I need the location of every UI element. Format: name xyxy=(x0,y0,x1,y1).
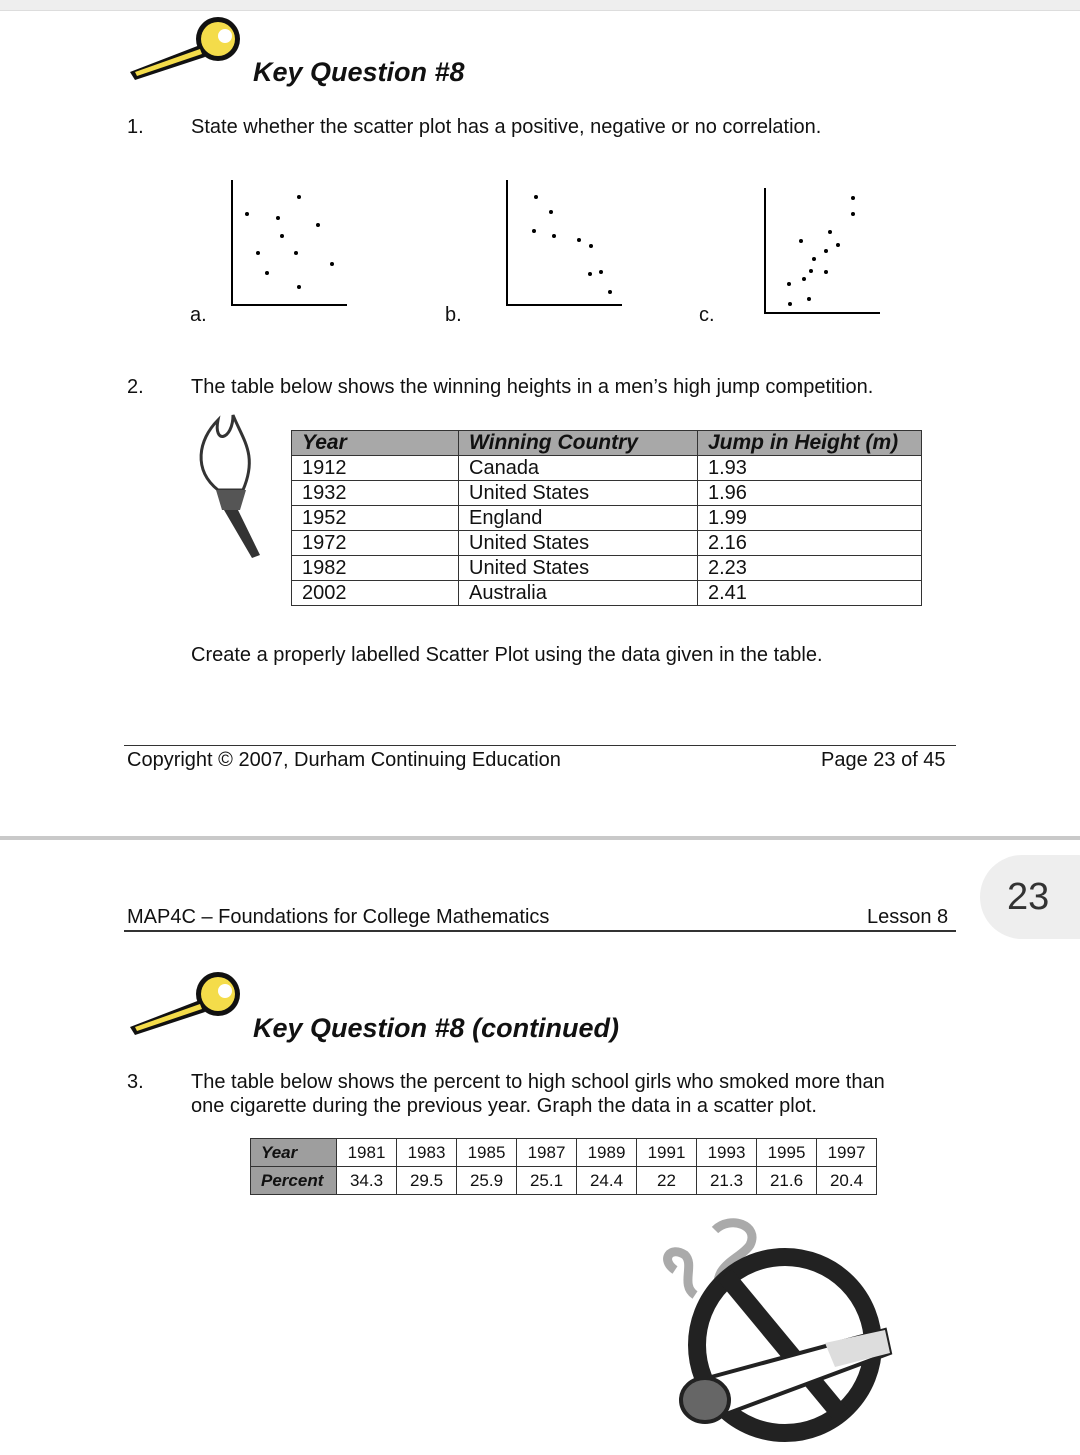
lesson-label: Lesson 8 xyxy=(867,906,949,928)
cell-year: 1983 xyxy=(397,1139,457,1167)
question-number: 3. xyxy=(127,1071,144,1093)
row-label-percent: Percent xyxy=(251,1167,337,1195)
cell-country: Canada xyxy=(459,456,698,481)
plot-label-b: b. xyxy=(445,304,462,326)
cell-year: 1985 xyxy=(457,1139,517,1167)
instruction-text: Create a properly labelled Scatter Plot using the data given in the table. xyxy=(191,644,823,666)
plot-dot xyxy=(787,282,791,286)
plot-dot xyxy=(532,229,536,233)
cell-country: England xyxy=(459,506,698,531)
scatter-plot-c xyxy=(764,188,880,314)
plot-dot xyxy=(812,257,816,261)
plot-dot xyxy=(836,243,840,247)
plot-dot xyxy=(851,196,855,200)
plot-dot xyxy=(316,223,320,227)
cell-year: 2002 xyxy=(292,581,459,606)
cell-height: 1.96 xyxy=(698,481,922,506)
plot-dot xyxy=(828,230,832,234)
plot-dot xyxy=(256,251,260,255)
question-number: 2. xyxy=(127,376,144,398)
cell-percent: 21.3 xyxy=(697,1167,757,1195)
cell-height: 1.93 xyxy=(698,456,922,481)
header-rule xyxy=(124,930,956,932)
cell-percent: 29.5 xyxy=(397,1167,457,1195)
plot-label-a: a. xyxy=(190,304,207,326)
cell-year: 1995 xyxy=(757,1139,817,1167)
table-row xyxy=(292,531,922,556)
plot-dot xyxy=(588,272,592,276)
plot-label-c: c. xyxy=(699,304,715,326)
plot-dot xyxy=(809,269,813,273)
course-title: MAP4C – Foundations for College Mathematics xyxy=(127,906,550,928)
column-header-year: Year xyxy=(292,431,459,456)
smoking-table xyxy=(250,1138,877,1195)
plot-dot xyxy=(534,195,538,199)
plot-dot xyxy=(552,234,556,238)
cell-percent: 25.9 xyxy=(457,1167,517,1195)
question-text-line2: one cigarette during the previous year. Graph the data in a scatter plot. xyxy=(191,1095,817,1117)
plot-dot xyxy=(330,262,334,266)
plot-dot xyxy=(799,239,803,243)
torch-icon xyxy=(188,410,268,560)
cell-year: 1982 xyxy=(292,556,459,581)
plot-dot xyxy=(608,290,612,294)
question-text-line1: The table below shows the percent to high school girls who smoked more than xyxy=(191,1071,885,1093)
year-row xyxy=(251,1139,877,1167)
plot-dot xyxy=(280,234,284,238)
cell-year: 1932 xyxy=(292,481,459,506)
copyright: Copyright © 2007, Durham Continuing Education xyxy=(127,749,561,771)
table-row xyxy=(292,481,922,506)
plot-dot xyxy=(265,271,269,275)
cell-year: 1952 xyxy=(292,506,459,531)
row-label-year: Year xyxy=(251,1139,337,1167)
plot-dot xyxy=(297,285,301,289)
cell-country: Australia xyxy=(459,581,698,606)
column-header-country: Winning Country xyxy=(459,431,698,456)
plot-dot xyxy=(851,212,855,216)
cell-year: 1991 xyxy=(637,1139,697,1167)
cell-country: United States xyxy=(459,481,698,506)
cell-year: 1987 xyxy=(517,1139,577,1167)
plot-dot xyxy=(297,195,301,199)
table-header-row xyxy=(292,431,922,456)
column-header-height: Jump in Height (m) xyxy=(698,431,922,456)
page-divider xyxy=(0,836,1080,840)
table-row xyxy=(292,506,922,531)
cell-percent: 21.6 xyxy=(757,1167,817,1195)
cell-country: United States xyxy=(459,531,698,556)
plot-dot xyxy=(245,212,249,216)
key-icon xyxy=(125,967,245,1037)
percent-row xyxy=(251,1167,877,1195)
cell-height: 2.41 xyxy=(698,581,922,606)
cell-year: 1912 xyxy=(292,456,459,481)
question-text: The table below shows the winning heights in a men’s high jump competition. xyxy=(191,376,874,398)
plot-dot xyxy=(824,249,828,253)
key-question-title: Key Question #8 xyxy=(253,57,465,87)
page-badge: 23 xyxy=(980,855,1080,939)
question-text: State whether the scatter plot has a positive, negative or no correlation. xyxy=(191,116,822,138)
plot-dot xyxy=(549,210,553,214)
table-row xyxy=(292,456,922,481)
plot-dot xyxy=(294,251,298,255)
plot-dot xyxy=(824,270,828,274)
cell-year: 1981 xyxy=(337,1139,397,1167)
key-question-title: Key Question #8 (continued) xyxy=(253,1013,620,1043)
cell-year: 1972 xyxy=(292,531,459,556)
cell-height: 2.16 xyxy=(698,531,922,556)
key-icon xyxy=(125,12,245,82)
page-number: Page 23 of 45 xyxy=(821,749,946,771)
plot-dot xyxy=(788,302,792,306)
scatter-plot-a xyxy=(231,180,347,306)
table-row xyxy=(292,581,922,606)
cell-year: 1993 xyxy=(697,1139,757,1167)
high-jump-table xyxy=(291,430,922,606)
question-number: 1. xyxy=(127,116,144,138)
cell-country: United States xyxy=(459,556,698,581)
no-smoking-icon xyxy=(650,1215,895,1455)
cell-percent: 24.4 xyxy=(577,1167,637,1195)
plot-dot xyxy=(802,277,806,281)
scatter-plot-b xyxy=(506,180,622,306)
cell-percent: 25.1 xyxy=(517,1167,577,1195)
plot-dot xyxy=(276,216,280,220)
cell-year: 1997 xyxy=(817,1139,877,1167)
plot-dot xyxy=(599,270,603,274)
cell-percent: 34.3 xyxy=(337,1167,397,1195)
cell-height: 2.23 xyxy=(698,556,922,581)
cell-year: 1989 xyxy=(577,1139,637,1167)
plot-dot xyxy=(577,238,581,242)
top-bar xyxy=(0,0,1080,11)
cell-percent: 22 xyxy=(637,1167,697,1195)
footer-rule xyxy=(124,745,956,746)
plot-dot xyxy=(807,297,811,301)
plot-dot xyxy=(589,244,593,248)
table-row xyxy=(292,556,922,581)
cell-height: 1.99 xyxy=(698,506,922,531)
cell-percent: 20.4 xyxy=(817,1167,877,1195)
